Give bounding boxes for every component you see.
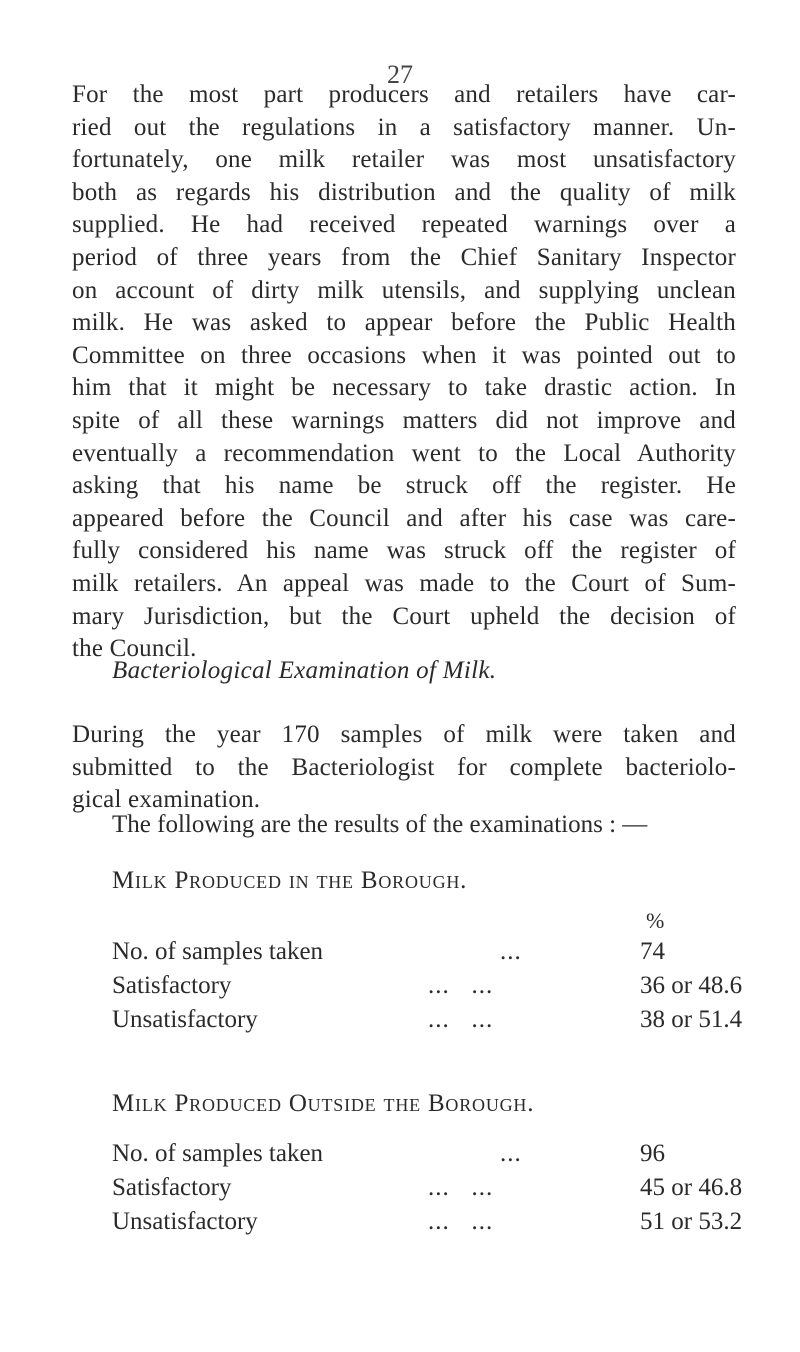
text-line: fully considered his name was struck off the register of	[72, 537, 736, 565]
row-value: 36 or 48.6	[640, 972, 743, 999]
text-line: milk. He was asked to appear before the Public Health	[72, 309, 736, 337]
section-title-borough: Milk Produced in the Borough.	[112, 867, 468, 894]
row-label: Satisfactory	[112, 972, 232, 999]
leader-dots: ... ...	[428, 1208, 494, 1235]
text-line: supplied. He had received repeated warnings over a	[72, 211, 736, 239]
text-line: on account of dirty milk utensils, and supplying unclean	[72, 276, 736, 304]
text-line: During the year 170 samples of milk were taken and	[72, 721, 736, 748]
row-label: No. of samples taken	[112, 938, 324, 965]
text-line: asking that his name be struck off the register. He	[72, 472, 736, 500]
text-line: Committee on three occasions when it was pointed out to	[72, 341, 736, 369]
row-value: 45 or 46.8	[640, 1174, 743, 1201]
leader-dots: ...	[500, 1140, 522, 1167]
row-label: Unsatisfactory	[112, 1006, 258, 1033]
text-line: spite of all these warnings matters did not improve and	[72, 406, 736, 434]
row-value: 96	[640, 1140, 665, 1167]
section-heading: Bacteriological Examination of Milk.	[112, 657, 497, 684]
results-table-outside-borough	[112, 1140, 752, 1242]
row-label: Unsatisfactory	[112, 1208, 258, 1235]
table-row	[112, 1208, 752, 1242]
table-row	[112, 1174, 752, 1208]
table-row	[112, 972, 752, 1006]
row-label: Satisfactory	[112, 1174, 232, 1201]
text-line: eventually a recommendation went to the Local Authority	[72, 439, 736, 467]
leader-dots: ... ...	[428, 1006, 494, 1033]
text-line: fortunately, one milk retailer was most unsatisfactory	[72, 146, 736, 174]
percent-header: %	[646, 908, 665, 933]
paragraph-milk-retailers	[72, 79, 736, 666]
paragraph-results-intro: The following are the results of the examinations : —	[112, 811, 648, 838]
row-value: 38 or 51.4	[640, 1006, 743, 1033]
text-line: the Council.	[72, 635, 197, 663]
row-label: No. of samples taken	[112, 1140, 324, 1167]
section-title-outside-borough: Milk Produced Outside the Borough.	[112, 1090, 535, 1117]
paragraph-samples	[72, 719, 736, 817]
page-number: 27	[387, 60, 413, 89]
leader-dots: ... ...	[428, 1174, 494, 1201]
table-row	[112, 1140, 752, 1174]
table-row	[112, 938, 752, 972]
text-line: submitted to the Bacteriologist for complete bacteriolo-	[72, 753, 736, 781]
text-line: gical examination.	[72, 786, 261, 814]
text-line: ried out the regulations in a satisfactory manner. Un-	[72, 113, 736, 141]
row-value: 74	[640, 938, 665, 965]
text-line: For the most part producers and retailers have car-	[72, 81, 736, 108]
table-row	[112, 1006, 752, 1040]
text-line: appeared before the Council and after his case was care-	[72, 504, 736, 532]
row-value: 51 or 53.2	[640, 1208, 743, 1235]
leader-dots: ... ...	[428, 972, 494, 999]
text-line: both as regards his distribution and the quality of milk	[72, 178, 736, 206]
text-line: mary Jurisdiction, but the Court upheld the decision of	[72, 602, 736, 630]
text-line: him that it might be necessary to take drastic action. In	[72, 374, 736, 402]
text-line: milk retailers. An appeal was made to the Court of Sum-	[72, 569, 736, 597]
leader-dots: ...	[500, 938, 522, 965]
results-table-borough	[112, 938, 752, 1040]
text-line: period of three years from the Chief Sanitary Inspector	[72, 243, 736, 271]
